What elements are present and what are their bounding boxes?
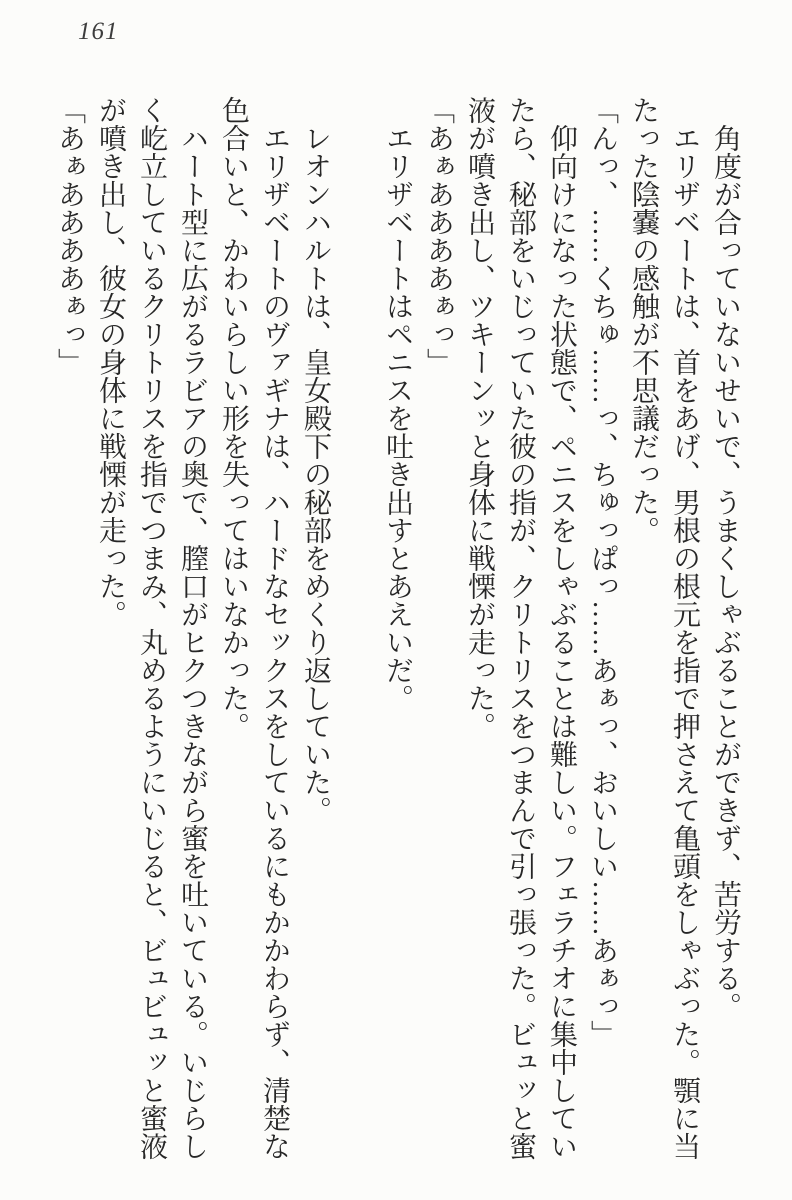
section-break (336, 96, 377, 1160)
paragraph-1: 角度が合っていないせいで、うまくしゃぶることができず、苦労する。 (710, 124, 741, 1020)
paragraph-3: 仰向けになった状態で、ペニスをしゃぶることは難しい。フェラチオに集中していたら、秘部をいじっていた彼の指が、クリトリスをつまんで引っ張った。ビュッと蜜液が噴き出し、ツキーンッと身体に戦慄が走った。 (464, 96, 577, 1160)
paragraph-2: エリザベートは、首をあげ、男根の根元を指で押さえて亀頭をしゃぶった。顎に当たった陰嚢の感触が不思議だった。 (628, 96, 700, 1160)
dialogue-line-3: 「あぁああああぁっ」 (54, 96, 85, 376)
paragraph-7: ハート型に広がるラビアの奥で、膣口がヒクつきながら蜜を吐いている。いじらしく屹立しているクリトリスを指でつまみ、丸めるようにいじると、ビュビュッと蜜液が噴き出し、彼女の身体に戦慄が走った。 (95, 96, 208, 1160)
paragraph-6: エリザベートのヴァギナは、ハードなセックスをしているにもかかわらず、清楚な色合いと、かわいらしい形を失ってはいなかった。 (218, 96, 290, 1160)
vertical-text-block (49, 96, 746, 1160)
dialogue-line-1: 「んっ、……くちゅ……っ、ちゅっぱっ……あぁっ、おいしい……あぁっ」 (587, 96, 618, 1048)
page-number: 161 (78, 18, 119, 45)
paragraph-5: レオンハルトは、皇女殿下の秘部をめくり返していた。 (300, 124, 331, 824)
dialogue-line-2: 「あぁああああぁっ」 (423, 96, 454, 376)
paragraph-4: エリザベートはペニスを吐き出すとあえいだ。 (382, 124, 413, 712)
